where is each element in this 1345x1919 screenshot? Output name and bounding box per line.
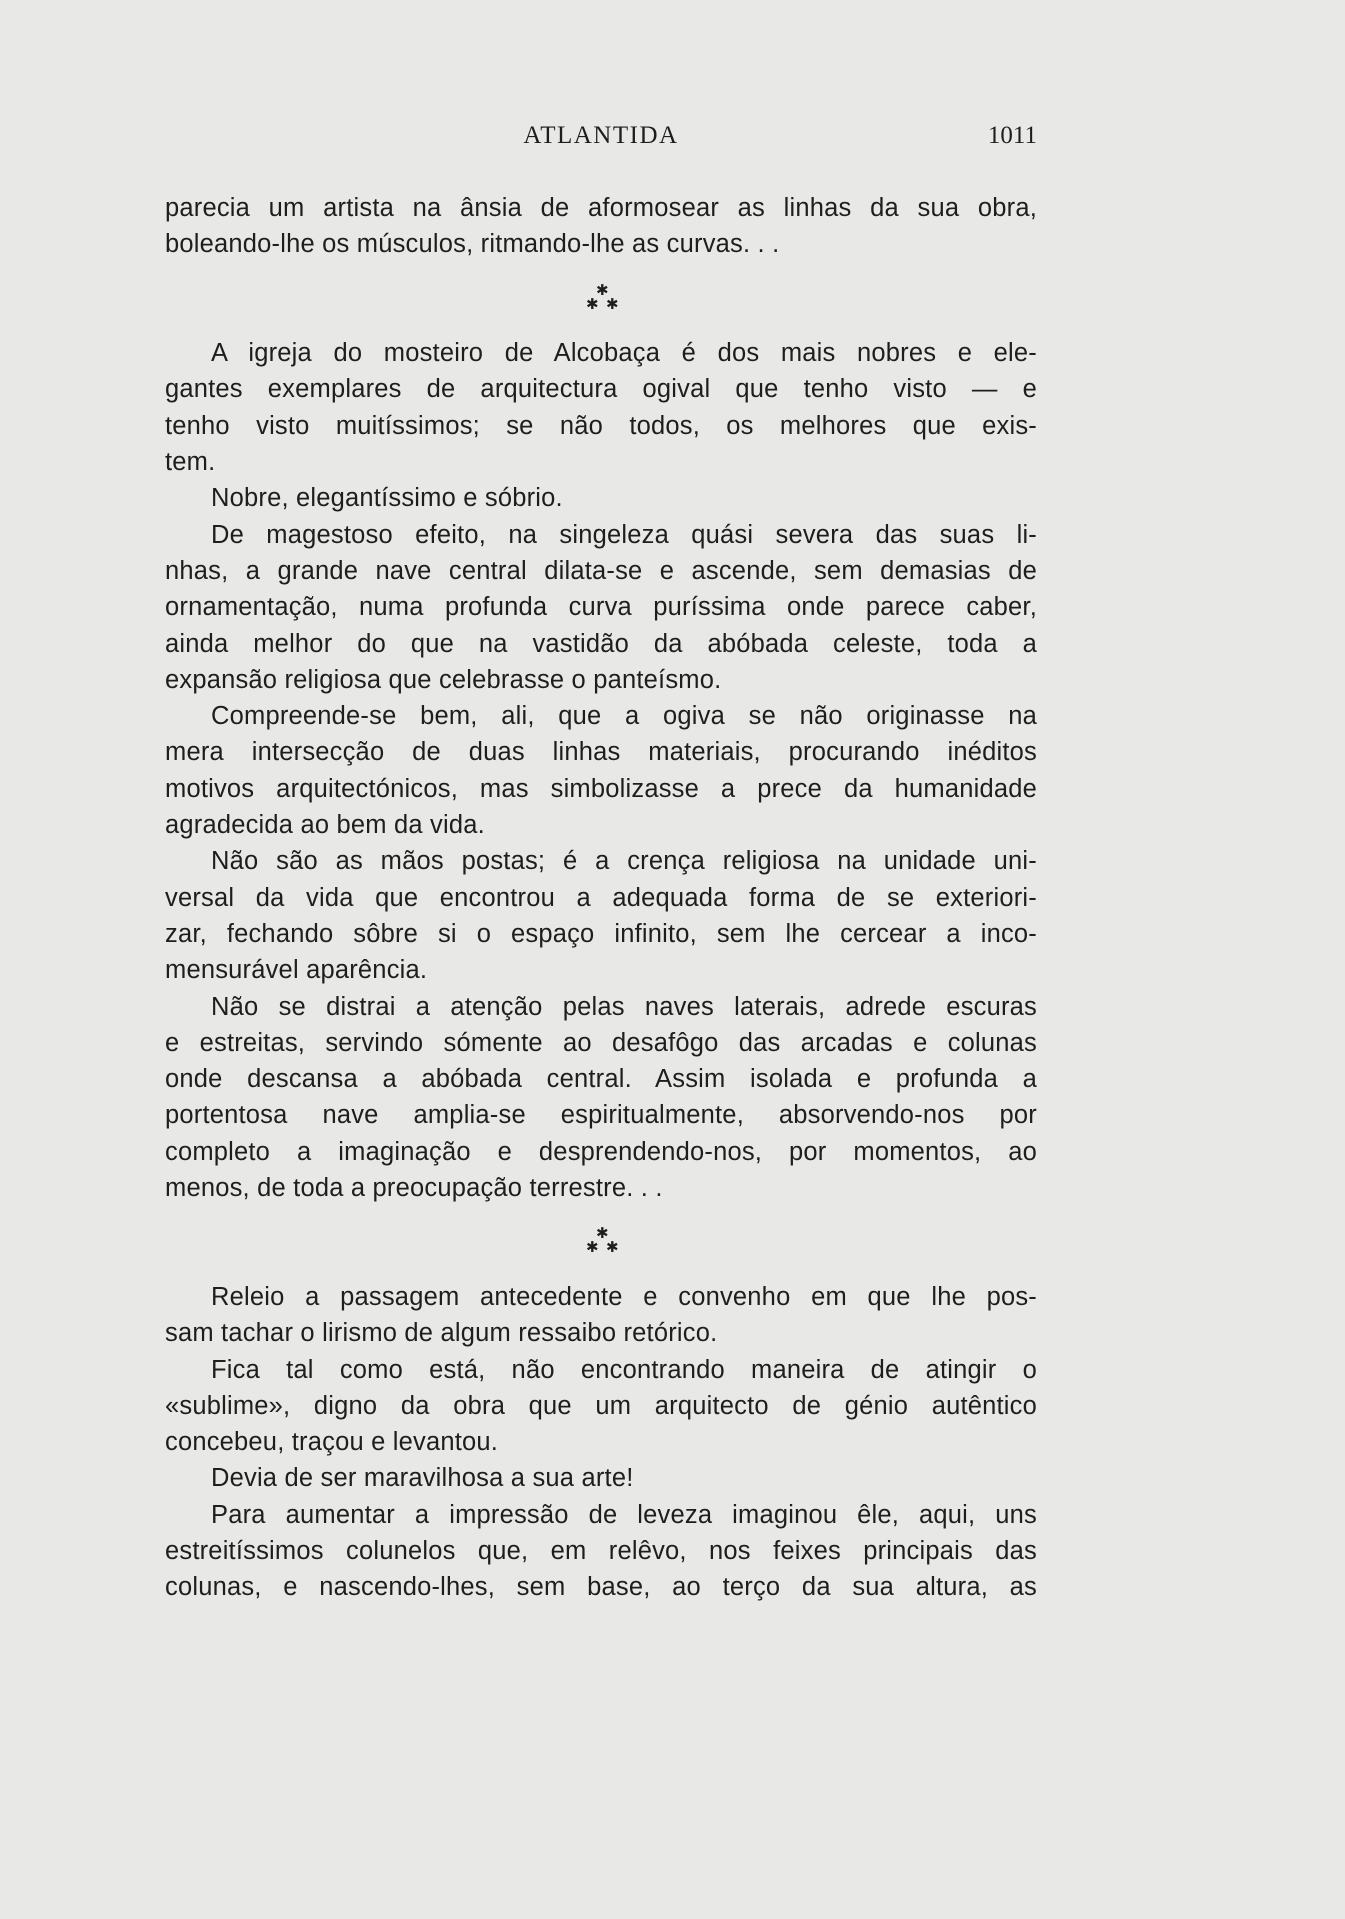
text-line: onde descansa a abóbada central. Assim isolada e profunda a xyxy=(165,1065,1037,1094)
text-line: Não são as mãos postas; é a crença religiosa na unidade uni- xyxy=(211,847,1037,876)
text-line: ainda melhor do que na vastidão da abóbada celeste, toda a xyxy=(165,629,1037,658)
text-line: estreitíssimos colunelos que, em relêvo, nos feixes principais das xyxy=(165,1536,1037,1565)
text-line: Devia de ser maravilhosa a sua arte! xyxy=(211,1464,634,1493)
text-line: Releio a passagem antecedente e convenho em que lhe pos- xyxy=(211,1282,1037,1311)
text-line: ornamentação, numa profunda curva puríssima onde parece caber, xyxy=(165,593,1037,622)
asterism-star: ✱ xyxy=(586,1238,599,1257)
page-header xyxy=(165,122,1037,158)
asterism-mark xyxy=(581,1226,621,1262)
text-line: «sublime», digno da obra que um arquitecto de génio autêntico xyxy=(165,1391,1037,1420)
section-break-asterism xyxy=(165,1206,1037,1279)
running-title: ATLANTIDA xyxy=(523,122,679,149)
text-line: Nobre, elegantíssimo e sóbrio. xyxy=(211,484,563,513)
asterism-mark xyxy=(581,280,621,319)
text-line: mensurável aparência. xyxy=(165,956,428,985)
body-text xyxy=(165,190,1037,1606)
asterism-star: ✱ xyxy=(596,280,609,299)
text-line: zar, fechando sôbre si o espaço infinito, sem lhe cercear a inco- xyxy=(165,919,1037,948)
text-line: expansão religiosa que celebrasse o panteísmo. xyxy=(165,665,722,694)
section-break-asterism xyxy=(165,263,1037,336)
text-line: parecia um artista na ânsia de aformosear as linhas da sua obra, xyxy=(165,194,1037,222)
text-line: Não se distrai a atenção pelas naves laterais, adrede escuras xyxy=(211,992,1037,1021)
text-line: sam tachar o lirismo de algum ressaibo retórico. xyxy=(165,1319,718,1348)
asterism-star: ✱ xyxy=(586,294,599,313)
text-line: completo a imaginação e desprendendo-nos, por momentos, ao xyxy=(165,1137,1037,1166)
page-number: 1011 xyxy=(987,122,1037,149)
text-line: concebeu, traçou e levantou. xyxy=(165,1428,499,1457)
text-line: mera intersecção de duas linhas materiais, procurando inéditos xyxy=(165,738,1037,767)
asterism-star: ✱ xyxy=(596,1224,609,1243)
text-line: boleando-lhe os músculos, ritmando-lhe as curvas. . . xyxy=(165,230,780,259)
text-line: agradecida ao bem da vida. xyxy=(165,811,485,840)
text-line: gantes exemplares de arquitectura ogival que tenho visto — e xyxy=(165,375,1037,404)
asterism-star: ✱ xyxy=(606,294,619,313)
asterism-star: ✱ xyxy=(606,1238,619,1257)
text-line: Fica tal como está, não encontrando maneira de atingir o xyxy=(211,1355,1037,1384)
text-line: colunas, e nascendo-lhes, sem base, ao terço da sua altura, as xyxy=(165,1573,1037,1602)
text-line: menos, de toda a preocupação terrestre. . . xyxy=(165,1174,663,1203)
text-line: portentosa nave amplia-se espiritualmente, absorvendo-nos por xyxy=(165,1101,1037,1130)
text-line: motivos arquitectónicos, mas simbolizasse a prece da humanidade xyxy=(165,774,1037,803)
text-line: e estreitas, servindo sómente ao desafôgo das arcadas e colunas xyxy=(165,1028,1037,1057)
text-line: nhas, a grande nave central dilata-se e ascende, sem demasias de xyxy=(165,556,1037,585)
text-line: tenho visto muitíssimos; se não todos, os melhores que exis- xyxy=(165,411,1037,440)
text-line: De magestoso efeito, na singeleza quási severa das suas li- xyxy=(211,520,1037,549)
text-line: Compreende-se bem, ali, que a ogiva se não originasse na xyxy=(211,702,1037,731)
text-line: tem. xyxy=(165,448,216,477)
text-line: A igreja do mosteiro de Alcobaça é dos mais nobres e ele- xyxy=(211,339,1037,368)
text-line: Para aumentar a impressão de leveza imaginou êle, aqui, uns xyxy=(211,1500,1037,1529)
text-line: versal da vida que encontrou a adequada forma de se exteriori- xyxy=(165,883,1037,912)
